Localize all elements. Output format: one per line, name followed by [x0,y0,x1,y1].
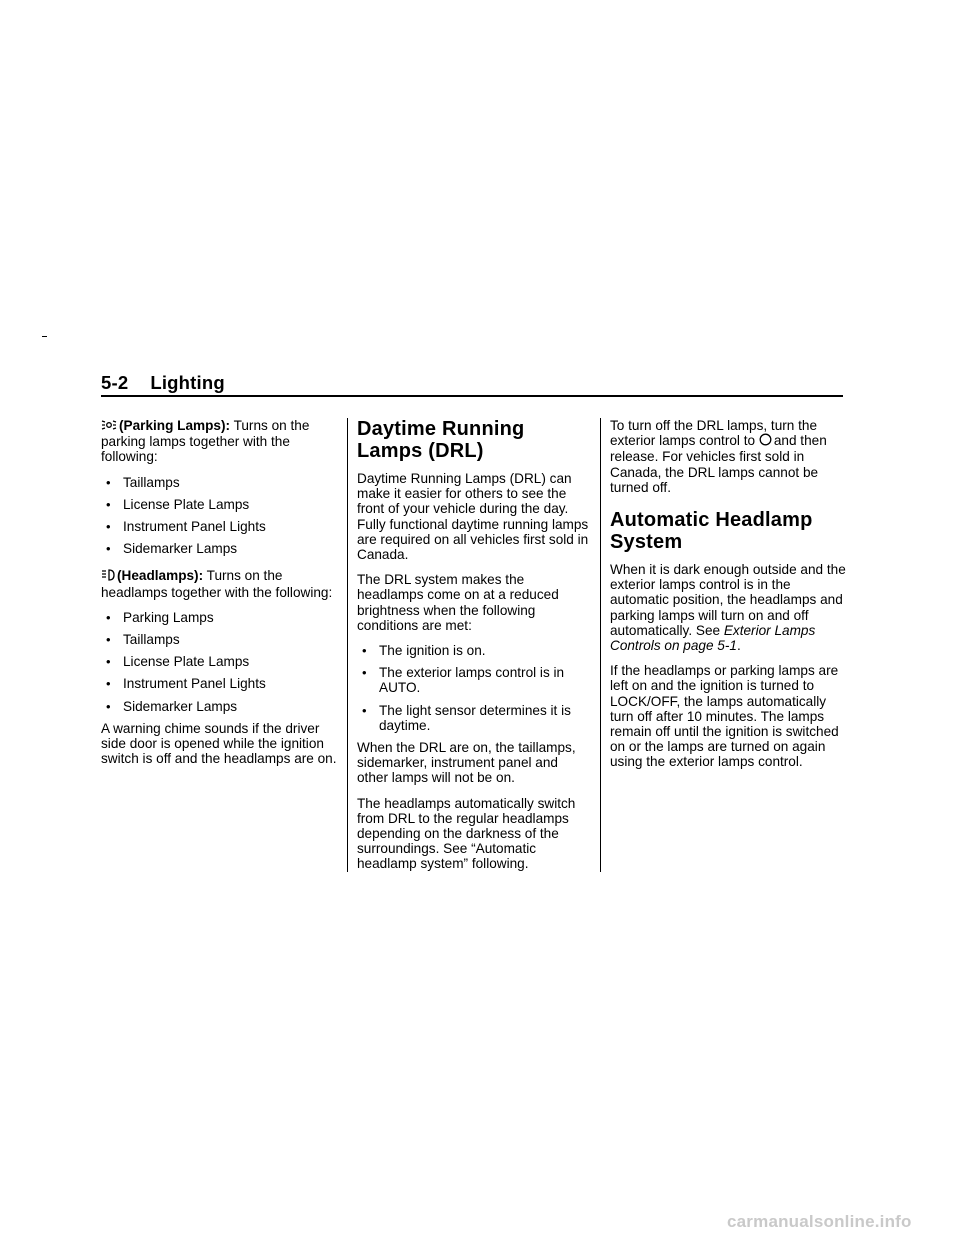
column-divider-1 [347,418,348,872]
page-number: 5-2 [101,372,129,393]
drl-paragraph-3: When the DRL are on, the taillamps, sidemarker, instrument panel and other lamps will not be on. [357,740,576,786]
list-item: • Sidemarker Lamps [106,698,238,714]
list-item: • License Plate Lamps [106,496,250,512]
list-item: • The ignition is on. [362,643,486,659]
drl-conditions-list [357,643,591,733]
list-item: • Taillamps [106,632,180,648]
cross-reference: Exterior Lamps Controls on page 5‑1 [610,622,816,654]
drl-paragraph-2: The DRL system makes the headlamps come on at a reduced brightness when the following conditions are met: [357,572,559,633]
column-1 [101,418,341,776]
list-item: • The light sensor determines it is daytime. [362,702,571,733]
warning-paragraph: A warning chime sounds if the driver side door is opened while the ignition switch is off and the headlamps are on. [101,720,337,767]
header-rule [101,395,843,397]
auto-headlamp-paragraph-1: When it is dark enough outside and the exterior lamps control is in the automatic position, the headlamps and parking lamps will turn on and off automatically. See Exterior Lamps Controls on page 5‑1. [610,562,846,654]
list-item: • Instrument Panel Lights [106,519,266,535]
parking-lamps-list [101,475,341,557]
parking-lamps-text: Turns on the parking lamps together with the following: [101,418,310,465]
list-item: • Parking Lamps [106,609,214,625]
column-divider-2 [600,418,601,872]
drl-paragraph-4: The headlamps automatically switch from DRL to the regular headlamps depending on the darkness of the surroundings. See “Automatic headlamp system” following. [357,795,576,872]
headlamps-paragraph [101,568,341,599]
drl-off-paragraph: To turn off the DRL lamps, turn the exterior lamps control to and then release. For vehicles first sold in Canada, the DRL lamps cannot be turned off. [610,418,827,495]
headlamps-text: Turns on the headlamps together with the following: [101,568,333,600]
list-item: • Instrument Panel Lights [106,676,266,692]
parking-lamps-lead: (Parking Lamps): [119,418,231,433]
headlamps-list [101,610,341,714]
drl-paragraph-1: Daytime Running Lamps (DRL) can make it easier for others to see the front of your vehicle during the day. Fully functional daytime running lamps are required on all vehicles first sold in Canada. [357,471,589,563]
page-header [101,372,225,394]
column-3 [610,418,846,780]
list-item: • Taillamps [106,474,180,490]
column-2 [357,418,591,882]
crop-mark [42,336,47,337]
auto-headlamp-heading: Automatic Headlamp System [610,509,813,554]
headlamps-lead: (Headlamps): [117,568,204,584]
parking-lamps-paragraph [101,418,341,465]
list-item: • Sidemarker Lamps [106,541,238,557]
parking-lamps-icon [101,419,117,434]
headlamps-icon [101,569,115,584]
list-item: • License Plate Lamps [106,654,250,670]
list-item: • The exterior lamps control is in AUTO. [362,665,565,696]
drl-heading: Daytime Running Lamps (DRL) [357,418,525,462]
section-title: Lighting [150,372,225,393]
off-icon [759,433,772,449]
auto-headlamp-paragraph-2: If the headlamps or parking lamps are left on and the ignition is turned to LOCK/OFF, the lamps automatically turn off after 10 minutes. The lamps remain off until the ignition is switched on or the lamps are turned on again using the exterior lamps control. [610,663,839,770]
watermark: carmanualsonline.info [727,1212,912,1231]
